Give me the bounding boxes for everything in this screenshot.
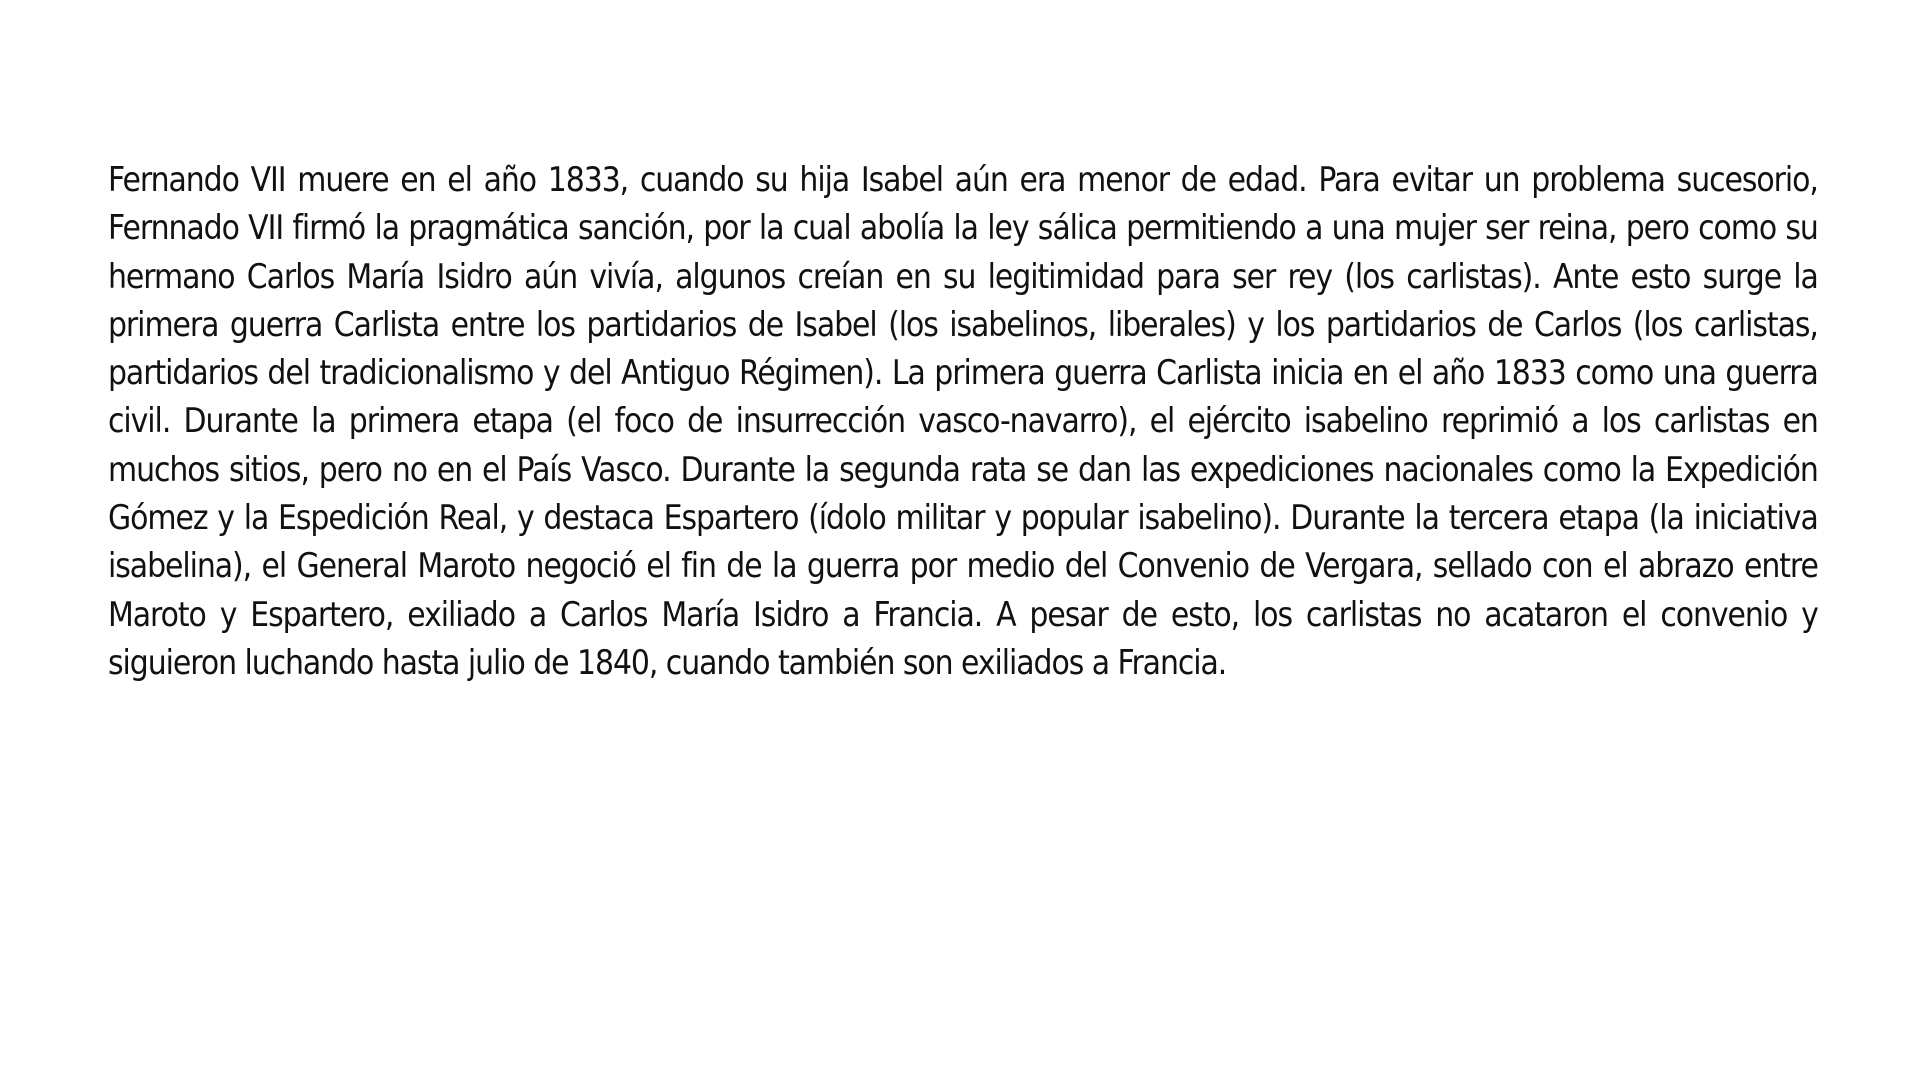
body-paragraph: Fernando VII muere en el año 1833, cuando su hija Isabel aún era menor de edad. Para evitar un problema sucesorio, Fernnado VII firmó la pragmática sanción, por la cual abolía la ley sálica permitiendo a una mujer ser reina, pero como su hermano Carlos María Isidro aún vivía, algunos creían en su legitimidad para ser rey (los carlistas). Ante esto surge la primera guerra Carlista entre los partidarios de Isabel (los isabelinos, liberales) y los partidarios de Carlos (los carlistas, partidarios del tradicionalismo y del Antiguo Régimen). La primera guerra Carlista inicia en el año 1833 como una guerra civil. Durante la primera etapa (el foco de insurrección vasco-navarro), el ejército isabelino reprimió a los carlistas en muchos sitios, pero no en el País Vasco. Durante la segunda rata se dan las expediciones nacionales como la Expedición Gómez y la Espedición Real, y destaca Espartero (ídolo militar y popular isabelino). Durante la tercera etapa (la iniciativa isabelina), el General Maroto negoció el fin de la guerra por medio del Convenio de Vergara, sellado con el abrazo entre Maroto y Espartero, exiliado a Carlos María Isidro a Francia. A pesar de esto, los carlistas no acataron el convenio y siguieron luchando hasta julio de 1840, cuando también son exiliados a Francia.: [108, 160, 1818, 683]
